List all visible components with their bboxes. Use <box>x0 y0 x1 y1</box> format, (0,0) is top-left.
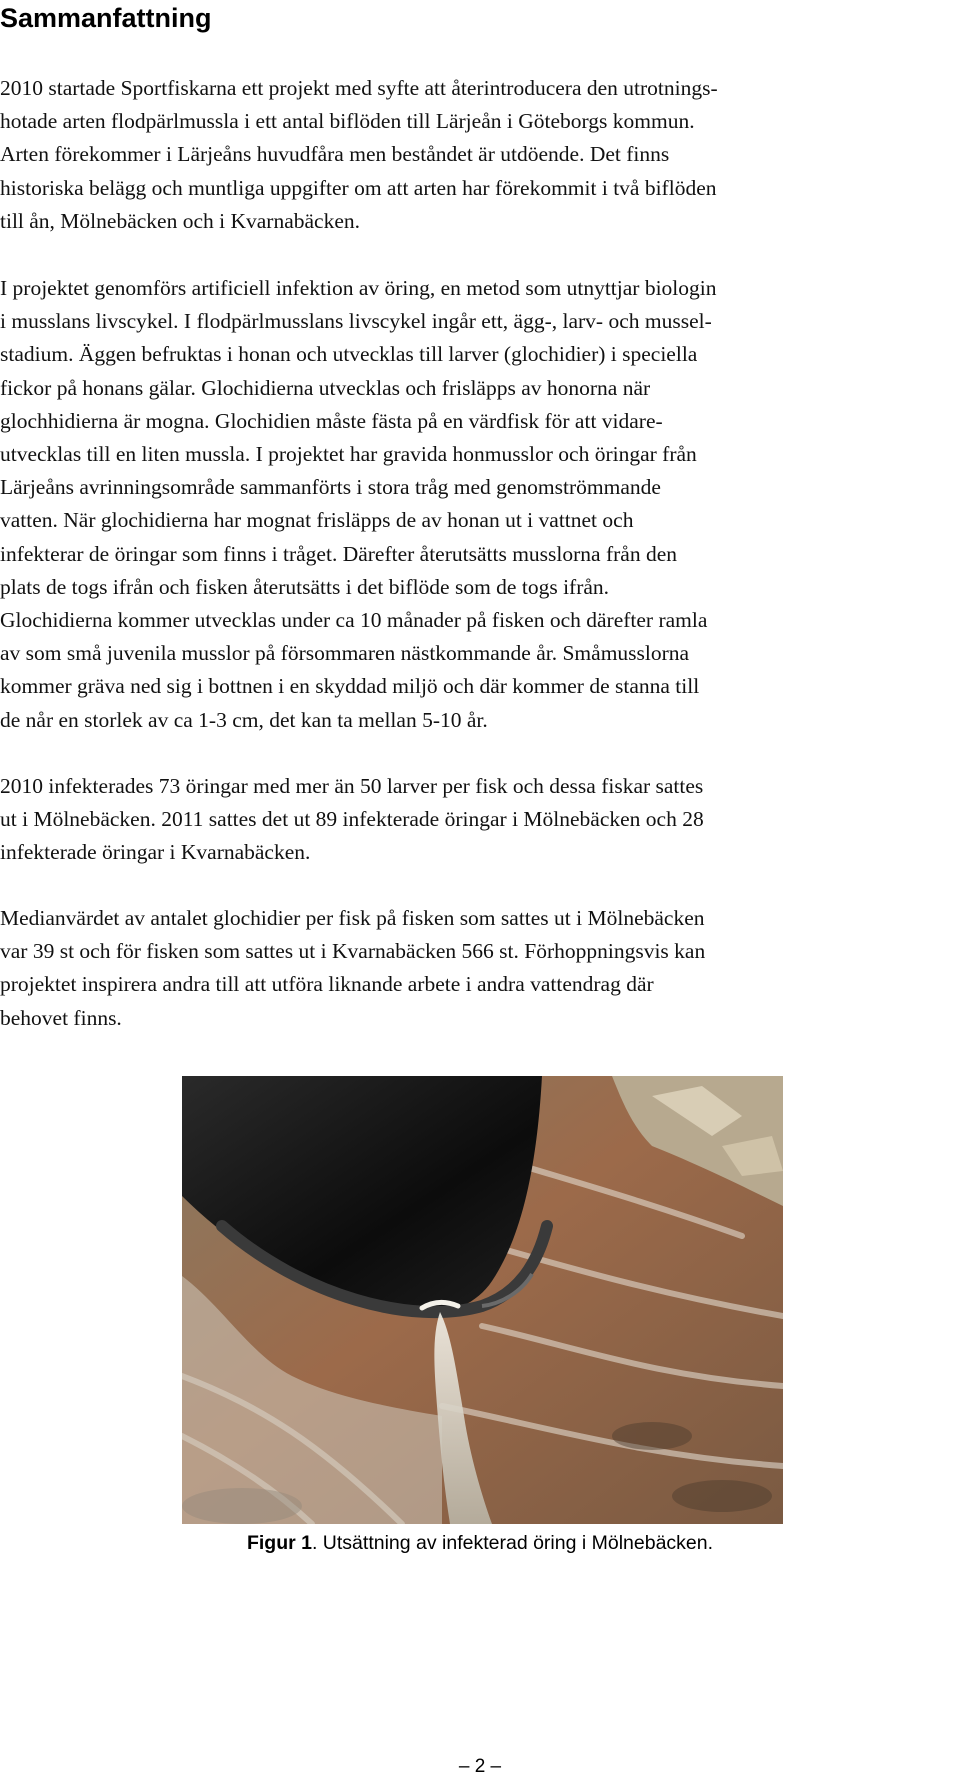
text-line: kommer gräva ned sig i bottnen i en skyddad miljö och där kommer de stanna till <box>0 674 700 699</box>
paragraph-median <box>0 902 960 1035</box>
text-line: de når en storlek av ca 1-3 cm, det kan ta mellan 5-10 år. <box>0 707 488 732</box>
text-line: stadium. Äggen befruktas i honan och utvecklas till larver (glochidier) i speciella <box>0 342 698 367</box>
paragraph-method <box>0 272 960 737</box>
figure-caption <box>0 1528 960 1558</box>
text-line: infekterar de öringar som finns i tråget. Därefter återutsätts musslorna från den <box>0 541 677 566</box>
text-line: fickor på honans gälar. Glochidierna utvecklas och frisläpps av honorna när <box>0 375 651 400</box>
text-line: Lärjeåns avrinningsområde sammanförts i stora tråg med genomströmmande <box>0 475 661 500</box>
section-heading: Sammanfattning <box>0 3 212 33</box>
text-line: Medianvärdet av antalet glochidier per fisk på fisken som sattes ut i Mölnebäcken <box>0 906 705 930</box>
text-line: Glochidierna kommer utvecklas under ca 10 månader på fisken och därefter ramla <box>0 608 708 633</box>
figure-label: Figur 1 <box>246 1532 312 1554</box>
text-line: infekterade öringar i Kvarnabäcken. <box>0 840 311 865</box>
page-number: – 2 – <box>458 1756 502 1777</box>
text-line: glochhidierna är mogna. Glochidien måste fästa på en värdfisk för att vidare- <box>0 408 663 433</box>
text-line: var 39 st och för fisken som sattes ut i Kvarnabäcken 566 st. Förhoppningsvis kan <box>0 939 706 964</box>
text-line: vatten. När glochidierna har mognat frisläpps de av honan ut i vattnet och <box>0 508 634 533</box>
text-line: plats de togs ifrån och fisken återutsätts i det biflöde som de togs ifrån. <box>0 574 610 599</box>
text-line: Arten förekommer i Lärjeåns huvudfåra men beståndet är utdöende. Det finns <box>0 142 670 167</box>
text-line: ut i Mölnebäcken. 2011 sattes det ut 89 infekterade öringar i Mölnebäcken och 28 <box>0 807 704 832</box>
figure-photo <box>182 1076 783 1524</box>
paragraph-results <box>0 770 960 870</box>
text-line: projektet inspirera andra till att utföra liknande arbete i andra vattendrag där <box>0 972 654 997</box>
text-line: till ån, Mölnebäcken och i Kvarnabäcken. <box>0 208 360 233</box>
text-line: hotade arten flodpärlmussla i ett antal biflöden till Lärjeån i Göteborgs kommun. <box>0 109 695 134</box>
figure-caption-text: . Utsättning av infekterad öring i Mölnebäcken. <box>311 1532 714 1554</box>
paragraph-intro <box>0 72 960 238</box>
text-line: utvecklas till en liten mussla. I projektet har gravida honmusslor och öringar från <box>0 442 697 467</box>
text-line: I projektet genomförs artificiell infektion av öring, en metod som utnyttjar biologin <box>0 276 717 300</box>
text-line: av som små juvenila musslor på försommaren nästkommande år. Småmusslorna <box>0 641 690 666</box>
text-line: i musslans livscykel. I flodpärlmusslans livscykel ingår ett, ägg-, larv- och mussel- <box>0 309 712 334</box>
text-line: behovet finns. <box>0 1005 122 1030</box>
text-line: 2010 startade Sportfiskarna ett projekt med syfte att återintroducera den utrotnings- <box>0 76 718 100</box>
text-line: historiska belägg och muntliga uppgifter om att arten har förekommit i två biflöden <box>0 175 717 200</box>
text-line: 2010 infekterades 73 öringar med mer än 50 larver per fisk och dessa fiskar sattes <box>0 774 704 798</box>
